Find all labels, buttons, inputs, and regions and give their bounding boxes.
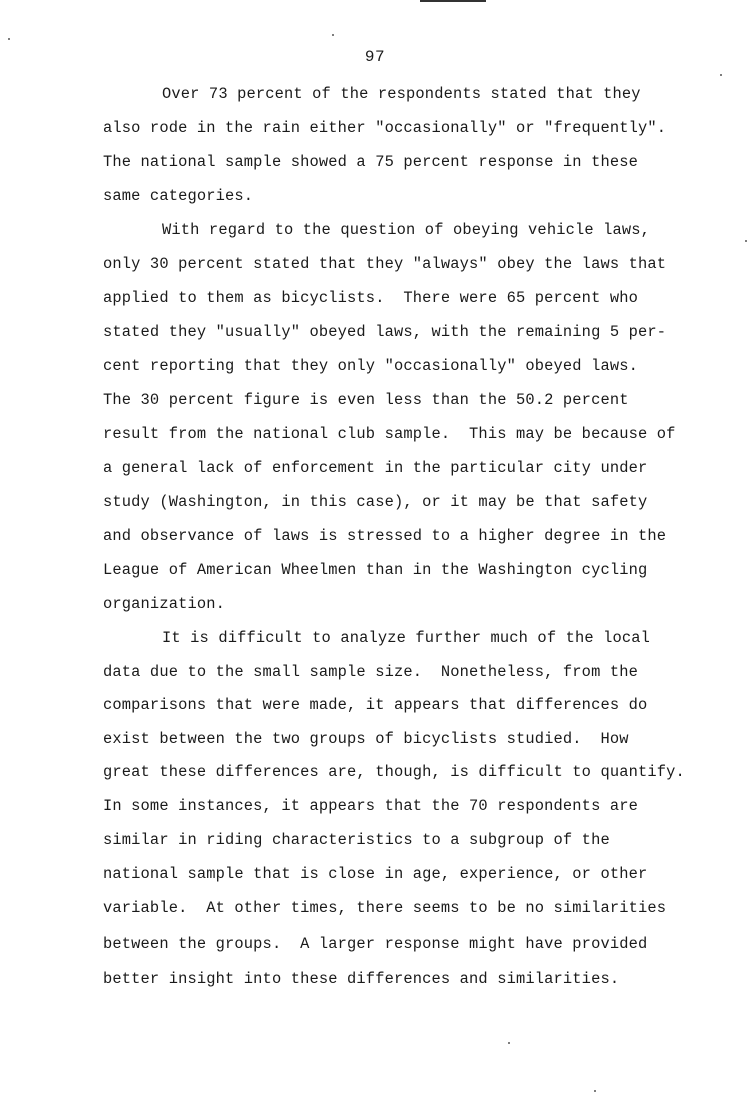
paragraph-line: organization. bbox=[103, 595, 226, 613]
paragraph-line: study (Washington, in this case), or it may be that safety bbox=[103, 493, 648, 511]
top-edge-mark bbox=[420, 0, 486, 2]
paragraph-line: data due to the small sample size. Nonetheless, from the bbox=[103, 663, 638, 681]
paragraph-line: comparisons that were made, it appears that differences do bbox=[103, 696, 648, 714]
paragraph-line: It is difficult to analyze further much of the local bbox=[162, 629, 651, 647]
paragraph-line: exist between the two groups of bicyclists studied. How bbox=[103, 730, 629, 748]
paragraph-line: Over 73 percent of the respondents stated that they bbox=[162, 85, 641, 103]
paragraph-line: between the groups. A larger response might have provided bbox=[103, 935, 648, 953]
paragraph-line: national sample that is close in age, experience, or other bbox=[103, 865, 648, 883]
paragraph-line: only 30 percent stated that they "always" obey the laws that bbox=[103, 255, 667, 273]
paragraph-line: a general lack of enforcement in the particular city under bbox=[103, 459, 648, 477]
paragraph-line: similar in riding characteristics to a subgroup of the bbox=[103, 831, 610, 849]
scan-speck bbox=[720, 74, 722, 76]
paragraph-line: great these differences are, though, is difficult to quantify. bbox=[103, 763, 685, 781]
scan-speck bbox=[508, 1042, 510, 1044]
scan-speck bbox=[594, 1090, 596, 1092]
paragraph-line: stated they "usually" obeyed laws, with the remaining 5 per- bbox=[103, 323, 667, 341]
paragraph-line: applied to them as bicyclists. There were 65 percent who bbox=[103, 289, 638, 307]
paragraph-line: better insight into these differences and similarities. bbox=[103, 970, 620, 988]
paragraph-line: and observance of laws is stressed to a higher degree in the bbox=[103, 527, 667, 545]
scan-speck bbox=[8, 38, 10, 40]
paragraph-line: League of American Wheelmen than in the Washington cycling bbox=[103, 561, 648, 579]
paragraph-line: also rode in the rain either "occasionally" or "frequently". bbox=[103, 119, 667, 137]
paragraph-line: same categories. bbox=[103, 187, 254, 205]
paragraph-line: In some instances, it appears that the 70 respondents are bbox=[103, 797, 638, 815]
paragraph-line: variable. At other times, there seems to be no similarities bbox=[103, 899, 667, 917]
paragraph-line: The national sample showed a 75 percent response in these bbox=[103, 153, 638, 171]
paragraph-line: cent reporting that they only "occasionally" obeyed laws. bbox=[103, 357, 638, 375]
paragraph-line: result from the national club sample. This may be because of bbox=[103, 425, 676, 443]
page-number: 97 bbox=[364, 48, 386, 66]
scan-speck bbox=[745, 240, 747, 242]
paragraph-line: The 30 percent figure is even less than the 50.2 percent bbox=[103, 391, 629, 409]
scan-speck bbox=[332, 34, 334, 36]
paragraph-line: With regard to the question of obeying vehicle laws, bbox=[162, 221, 651, 239]
